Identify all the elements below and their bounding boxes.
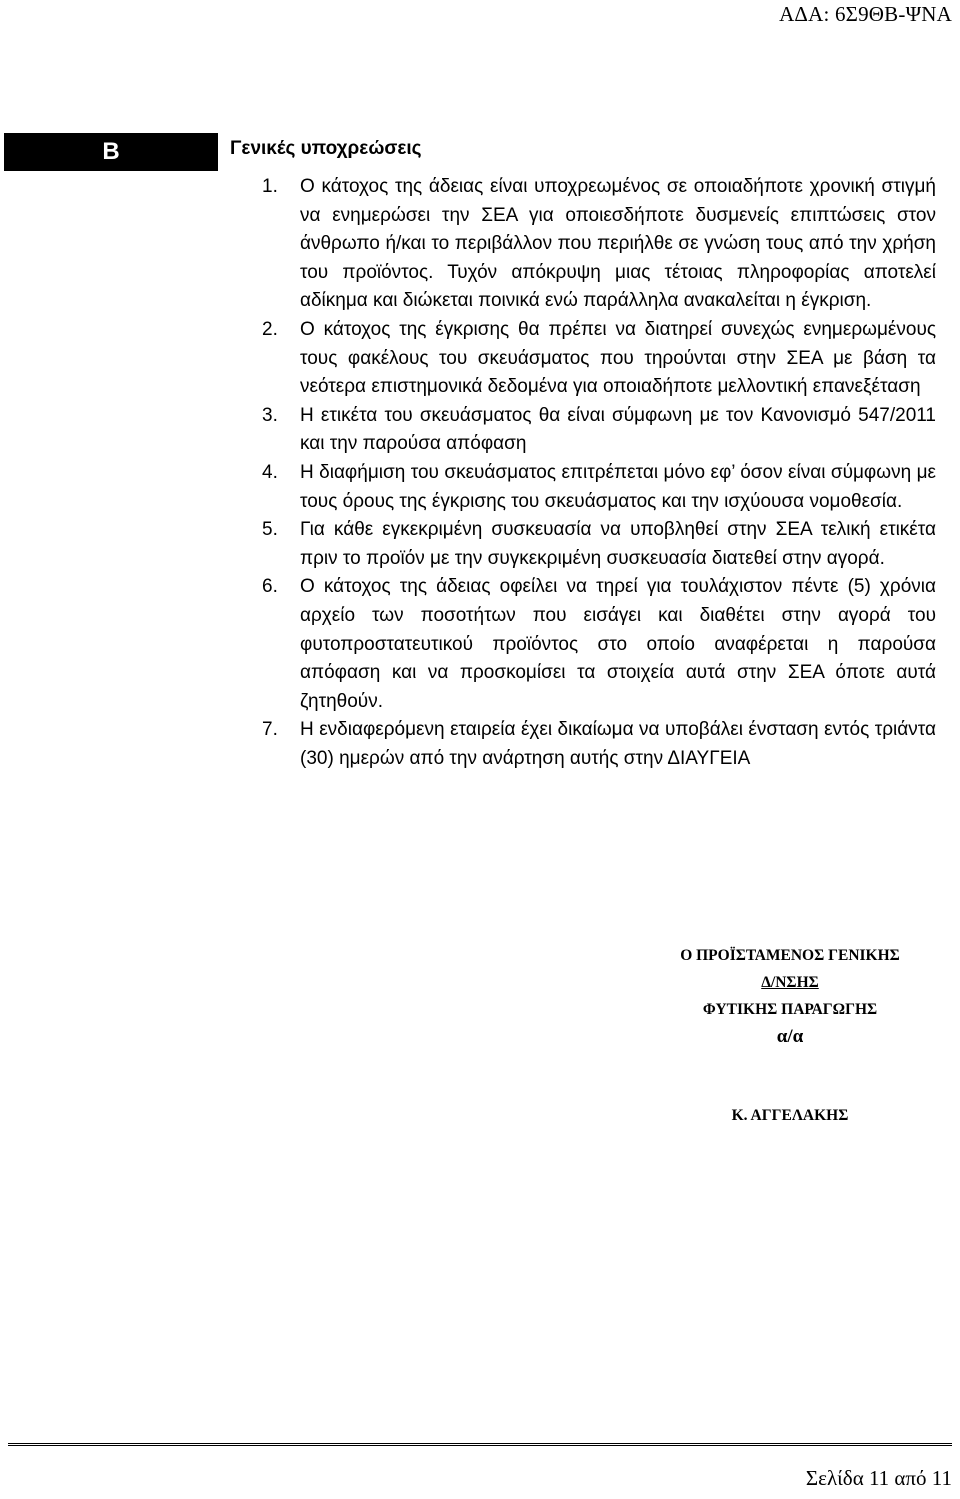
list-item [262, 459, 936, 516]
list-item [262, 716, 936, 773]
list-item [262, 516, 936, 573]
list-item [262, 316, 936, 402]
item-number: 1. [262, 176, 278, 197]
ada-code: ΑΔΑ: 6Σ9ΘΒ-ΨΝΑ [779, 2, 952, 26]
item-text: Η ετικέτα του σκευάσματος θα είναι σύμφωνη με τον Κανονισμό 547/2011 και την παρούσα απόφαση [300, 404, 936, 455]
item-text: Ο κάτοχος της έγκρισης θα πρέπει να διατηρεί συνεχώς ενημερωμένους τους φακέλους του σκευάσματος που τηρούνται στην ΣΕΑ με βάση τα νεότερα επιστημονικά δεδομένα για οποιαδήποτε μελλοντική επανεξέταση [300, 318, 936, 398]
item-text: Ο κάτοχος της άδειας είναι υποχρεωμένος σε οποιαδήποτε χρονική στιγμή να ενημερώσει την ΣΕΑ για οποιεσδήποτε δυσμενείς επιπτώσεις στον άνθρωπο ή/και το περιβάλλον που περιήλθε σε γνώση τους από την χρήση του προϊόντος. Τυχόν απόκρυψη μιας τέτοιας πληροφορίας αποτελεί αδίκημα και διώκεται ποινικά ενώ παράλληλα ανακαλείται η έγκριση. [300, 176, 936, 312]
list-item [262, 173, 936, 316]
item-text: Για κάθε εγκεκριμένη συσκευασία να υποβληθεί στην ΣΕΑ τελική ετικέτα πριν το προϊόν με την συγκεκριμένη συσκευασία διατεθεί στην αγορά. [300, 519, 936, 569]
signatory-name: Κ. ΑΓΓΕΛΑΚΗΣ [731, 1107, 849, 1124]
item-text: Η ενδιαφερόμενη εταιρεία έχει δικαίωμα να υποβάλει ένσταση εντός τριάντα (30) ημερών από την ανάρτηση αυτής στην ΔΙΑΥΓΕΙΑ [300, 719, 936, 769]
section-header [4, 133, 952, 171]
section-title: Γενικές υποχρεώσεις [230, 138, 422, 159]
page-number: Σελίδα 11 από 11 [805, 1466, 952, 1490]
item-number: 4. [262, 461, 278, 483]
obligations-list [262, 173, 936, 773]
item-number: 7. [262, 719, 278, 741]
item-text: Ο κάτοχος της άδειας οφείλει να τηρεί για τουλάχιστον πέντε (5) χρόνια αρχείο των ποσοτήτων που εισάγει και διαθέτει στην αγορά του φυτοπροστατευτικού προϊόντος στο οποίο αναφέρεται η παρούσα απόφαση και να προσκομίσει τα στοιχεία αυτά στην ΣΕΑ όποτε αυτά ζητηθούν. [300, 576, 936, 712]
item-number: 2. [262, 318, 278, 340]
list-item [262, 402, 936, 459]
signature-aa: α/α [776, 1026, 804, 1047]
item-number: 6. [262, 576, 278, 598]
item-text: Η διαφήμιση του σκευάσματος επιτρέπεται μόνο εφ’ όσον είναι σύμφωνη με τους όρους της έγκρισης του σκευάσματος και την ισχύουσα νομοθεσία. [300, 461, 936, 512]
signature-title-line2: Δ/ΝΣΗΣ [761, 974, 819, 991]
item-number: 3. [262, 404, 278, 426]
list-item [262, 573, 936, 716]
item-number: 5. [262, 519, 278, 541]
signature-block [630, 942, 950, 1129]
section-letter-badge: Β [4, 133, 218, 171]
footer-divider [8, 1443, 952, 1446]
signature-title-line1: Ο ΠΡΟΪΣΤΑΜΕΝΟΣ ΓΕΝΙΚΗΣ [680, 947, 900, 964]
signature-title-line3: ΦΥΤΙΚΗΣ ΠΑΡΑΓΩΓΗΣ [702, 1001, 878, 1018]
